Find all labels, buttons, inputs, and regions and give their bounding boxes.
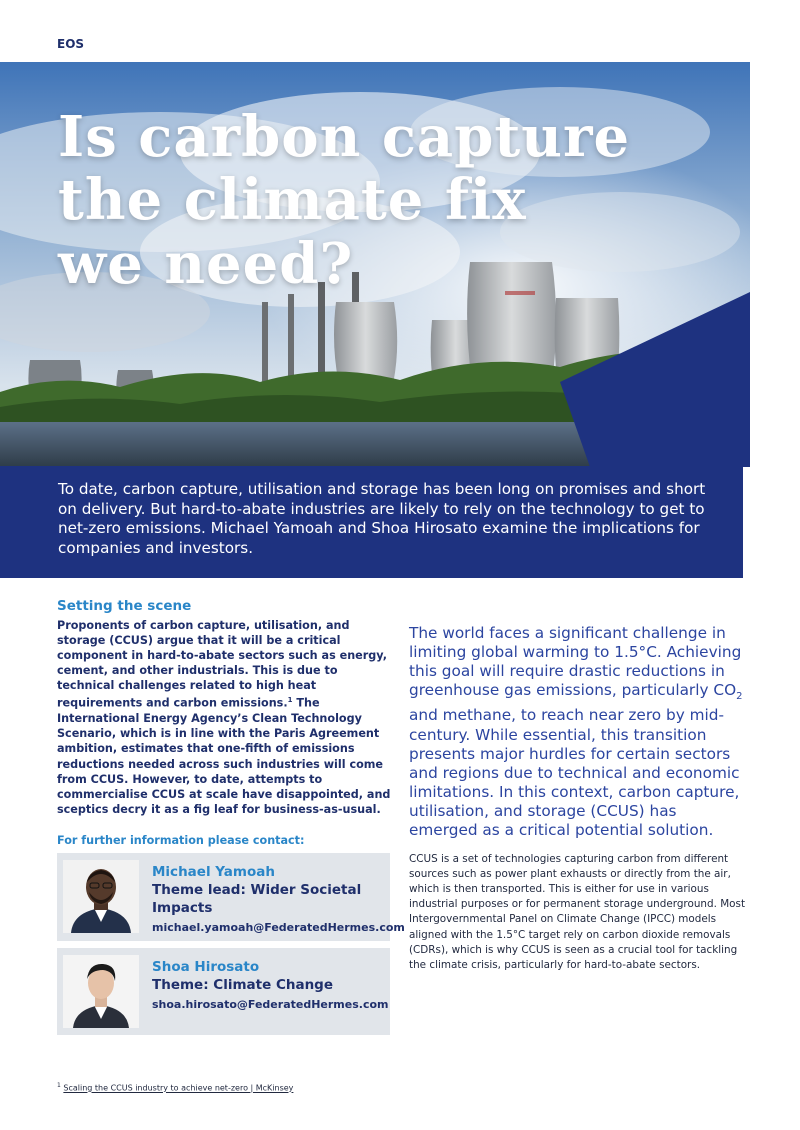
scene-paragraph [57,618,392,817]
scene-text-part1: Proponents of carbon capture, utilisation, and storage (CCUS) argue that it will be a critical component in hard-to-abate sectors such as energy, cement, and other industrials. This is due to technical challenges related to high heat requirements and carbon emissions. [57,619,387,711]
avatar [63,860,139,933]
intro-banner [0,466,743,578]
footnote-ref[interactable]: 1 [287,696,293,705]
contact-card-michael [57,853,405,941]
contact-role: Theme: Climate Change [152,977,334,993]
contact-name: Michael Yamoah [152,864,275,880]
title-line-1: Is carbon capture [58,104,631,170]
contact-name: Shoa Hirosato [152,959,260,975]
contact-role: Theme lead: Wider Societal [152,882,362,898]
lead-text-part1: The world faces a significant challenge in limiting global warming to 1.5°C. Achieving this goal will require drastic reductions in greenhouse gas emissions, particularly CO [409,624,742,700]
article-body [409,624,749,973]
hero-image [0,62,750,467]
contact-email-link[interactable]: shoa.hirosato@FederatedHermes.com [152,998,389,1011]
avatar [63,955,139,1028]
portrait-shoa [63,955,139,1028]
setting-the-scene-section [57,598,392,817]
co2-subscript: 2 [736,691,743,703]
lead-paragraph [409,624,749,840]
contact-heading: For further information please contact: [57,834,305,847]
footnote [57,1082,293,1093]
footnote-marker: 1 [57,1082,61,1089]
footnote-link[interactable]: Scaling the CCUS industry to achieve net-zero | McKinsey [63,1083,294,1093]
title-line-2: the climate fix [58,167,527,234]
publication-label: EOS [57,37,85,51]
contact-role-cont: Impacts [152,900,213,916]
contact-card-shoa [57,948,390,1035]
scene-text-part2: The International Energy Agency’s Clean Technology Scenario, which is in line with the Paris Agreement ambition, estimates that one-fifth of emissions reductions needed across such industries will come from CCUS. However, to date, attempts to commercialise CCUS at scale have disappointed, and sceptics decry it as a fig leaf for business-as-usual. [57,697,391,816]
lead-text-part2: and methane, to reach near zero by mid-century. While essential, this transition presents major hurdles for certain sectors and regions due to technical and economic limitations. In this context, carbon capture, utilisation, and storage (CCUS) has emerged as a critical potential solution. [409,706,740,839]
body-paragraph: CCUS is a set of technologies capturing carbon from different sources such as power plant exhausts or directly from the air, which is then transported. This is either for use in various industrial purposes or for permanent storage underground. Most Intergovernmental Panel on Climate Change (IPCC) models aligned with the 1.5°C target rely on carbon dioxide removals (CDRs), which is why CCUS is seen as a crucial tool for tackling the climate crisis, particularly for hard-to-abate sectors. [409,853,746,971]
portrait-michael [63,860,139,933]
title-line-3: we need? [58,230,354,297]
section-heading: Setting the scene [57,598,192,614]
contact-email-link[interactable]: michael.yamoah@FederatedHermes.com [152,921,405,934]
intro-text: To date, carbon capture, utilisation and storage has been long on promises and short on delivery. But hard-to-abate industries are likely to rely on the technology to get to net-zero emissions. Michael Yamoah and Shoa Hirosato examine the implications for companies and investors. [58,480,706,557]
article-title [58,106,678,296]
